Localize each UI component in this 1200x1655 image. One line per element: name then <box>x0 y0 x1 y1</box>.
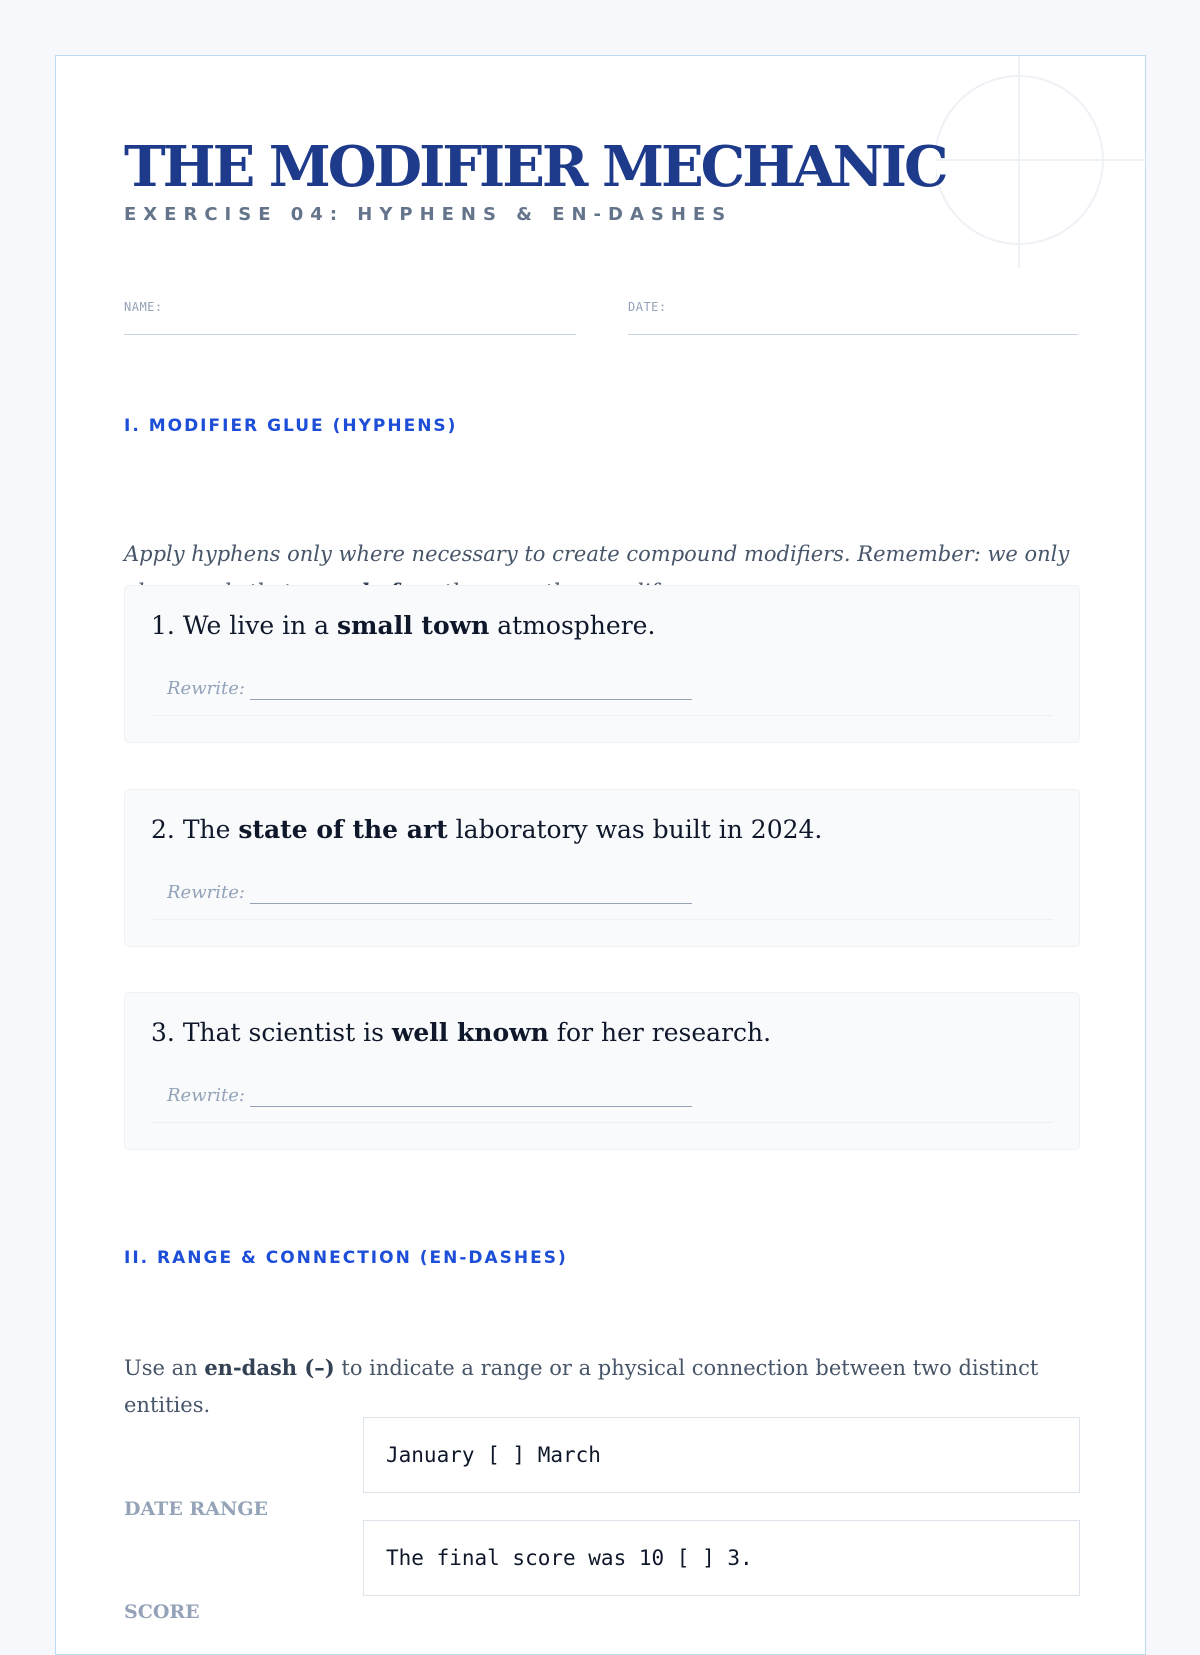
name-label: NAME: <box>124 300 163 314</box>
exercise-sentence <box>151 815 822 844</box>
divider <box>151 1122 1053 1123</box>
name-field[interactable] <box>124 296 576 315</box>
exercise-sentence <box>151 611 655 640</box>
exercise-card <box>124 992 1080 1150</box>
rewrite-answer-line[interactable] <box>250 903 692 904</box>
date-field[interactable] <box>628 296 1078 315</box>
instruction-text: Use an <box>124 1356 205 1380</box>
instruction-emphasis: en-dash (–) <box>204 1355 335 1380</box>
sentence-text: laboratory was built in 2024. <box>447 815 823 844</box>
rewrite-answer-line[interactable] <box>250 1106 692 1107</box>
date-label: DATE: <box>628 300 667 314</box>
instruction-text: Apply hyphens only where necessary to create compound modifiers. Remember: we only <box>124 542 1070 566</box>
target-phrase: small town <box>336 611 490 640</box>
exercise-card <box>124 789 1080 947</box>
row-label-score: SCORE <box>124 1601 200 1623</box>
date-underline <box>628 334 1078 335</box>
exercise-card <box>124 585 1080 743</box>
answer-box-date-range[interactable]: January [ ] March <box>363 1417 1080 1493</box>
page-subtitle: EXERCISE 04: HYPHENS & EN-DASHES <box>124 204 733 225</box>
exercise-number: 2. <box>151 815 175 844</box>
sentence-text: We live in a <box>182 611 337 640</box>
sentence-text: atmosphere. <box>489 611 656 640</box>
exercise-number: 1. <box>151 611 175 640</box>
rewrite-label: Rewrite: <box>167 882 245 903</box>
row-label-date-range: DATE RANGE <box>124 1498 269 1520</box>
sentence-text: for her research. <box>548 1018 772 1047</box>
page-title: THE MODIFIER MECHANIC <box>124 134 946 200</box>
divider <box>151 715 1053 716</box>
sentence-text: That scientist is <box>182 1018 392 1047</box>
crosshair-circle-icon <box>936 56 1147 268</box>
sentence-text: The <box>182 815 239 844</box>
target-phrase: state of the art <box>238 815 448 844</box>
worksheet-page <box>55 55 1146 1655</box>
divider <box>151 919 1053 920</box>
exercise-number: 3. <box>151 1018 175 1047</box>
rewrite-label: Rewrite: <box>167 678 245 699</box>
section-heading-en-dashes: II. RANGE & CONNECTION (EN-DASHES) <box>124 1248 568 1268</box>
rewrite-answer-line[interactable] <box>250 699 692 700</box>
section-instructions-en-dashes <box>124 1349 1074 1424</box>
target-phrase: well known <box>391 1018 549 1047</box>
rewrite-label: Rewrite: <box>167 1085 245 1106</box>
instruction-text: to indicate a range or a physical connection between two distinct entities. <box>124 1356 1039 1417</box>
section-heading-hyphens: I. MODIFIER GLUE (HYPHENS) <box>124 416 458 436</box>
name-underline <box>124 334 576 335</box>
exercise-sentence <box>151 1018 771 1047</box>
answer-box-score[interactable]: The final score was 10 [ ] 3. <box>363 1520 1080 1596</box>
